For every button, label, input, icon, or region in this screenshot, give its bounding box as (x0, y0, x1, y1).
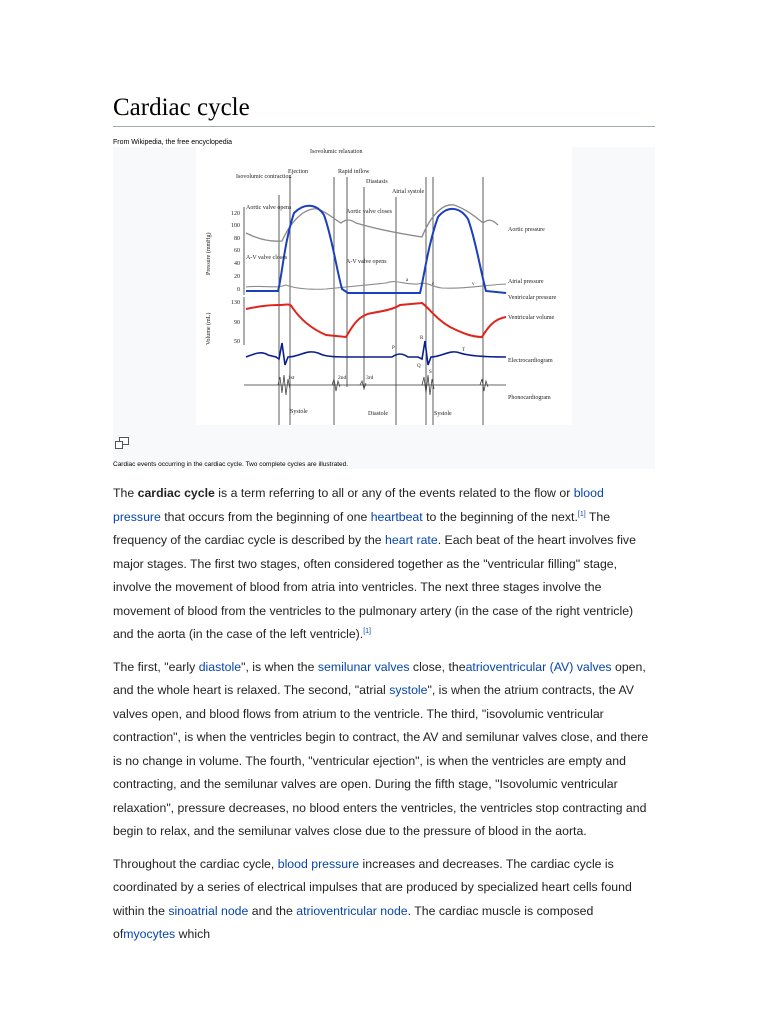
label-av-valve-closes: A-V valve closes (246, 255, 288, 261)
label-diastasis: Diastasis (366, 179, 388, 185)
link-semilunar-valves[interactable]: semilunar valves (317, 659, 410, 674)
label-aortic-pressure: Aortic pressure (508, 227, 545, 233)
page-title: Cardiac cycle (113, 94, 655, 127)
wave-s: S (429, 370, 432, 375)
tick-label: 60 (234, 248, 240, 254)
label-ventricular-volume: Ventricular volume (508, 315, 555, 321)
label-diastole: Diastole (368, 411, 388, 417)
wave-a: a (406, 278, 409, 283)
link-myocytes[interactable]: myocytes (123, 927, 176, 941)
text: which (175, 927, 211, 941)
link-systole[interactable]: systole (389, 683, 428, 697)
text: and the (248, 903, 297, 918)
label-av-valve-opens: A-V valve opens (346, 259, 387, 265)
figure-thumbnail (113, 147, 655, 469)
pressure-axis-label: Pressure (mmHg) (206, 232, 212, 275)
pressure-ticks (231, 211, 240, 293)
text: . The cardiac muscle is composed of (113, 903, 594, 941)
text: increases and decreases. The cardiac cycle is coordinated by a series of electrical impulses that are produced by specialized heart cells found within the (113, 856, 632, 918)
wave-c: c (432, 282, 435, 287)
label-aortic-valve-closes: Aortic valve closes (346, 209, 392, 215)
wave-t: T (462, 348, 466, 353)
link-heartbeat[interactable]: heartbeat (370, 509, 423, 524)
paragraph (113, 482, 655, 647)
link-blood-pressure[interactable]: blood pressure (113, 486, 604, 524)
tick-label: 100 (231, 223, 240, 229)
link-blood-pressure[interactable]: blood pressure (277, 856, 360, 871)
link-av-valves[interactable]: atrioventricular (AV) valves (465, 659, 612, 674)
text: The frequency of the cardiac cycle is described by the (113, 509, 611, 547)
label-atrial-pressure: Atrial pressure (508, 279, 544, 285)
label-sound-1st: 1st (288, 375, 295, 381)
cardiac-cycle-diagram[interactable] (196, 147, 572, 425)
atrial-pressure-curve (246, 282, 506, 290)
citation-link[interactable]: [1] (363, 627, 371, 635)
link-diastole[interactable]: diastole (198, 659, 242, 674)
wave-p: P (392, 346, 395, 351)
label-systole: Systole (290, 409, 308, 415)
sound-labels (288, 375, 374, 381)
tick-label: 90 (234, 320, 240, 326)
bottom-phase-labels (290, 409, 452, 417)
tick-label: 20 (234, 274, 240, 280)
electrocardiogram-curve (246, 341, 506, 365)
tick-label: 120 (231, 211, 240, 217)
ventricular-volume-curve (246, 303, 506, 337)
curve-labels (508, 227, 556, 401)
link-heart-rate[interactable]: heart rate (385, 533, 438, 547)
label-systole: Systole (434, 411, 452, 417)
label-rapid-inflow: Rapid inflow (338, 169, 370, 175)
figure-caption: Cardiac events occurring in the cardiac cycle. Two complete cycles are illustrated. (113, 461, 349, 468)
paragraph (113, 853, 655, 947)
bold-term: cardiac cycle (137, 486, 215, 500)
volume-axis-label: Volume (mL) (206, 312, 212, 345)
label-electrocardiogram: Electrocardiogram (508, 358, 553, 364)
text: The first, "early (113, 659, 199, 674)
label-sound-3rd: 3rd (366, 375, 374, 381)
text: is a term referring to all or any of the events related to the flow or (214, 486, 574, 500)
text: ", is when the atrium contracts, the AV valves open, and blood flows from atrium to the ventricle. The third, "isovolumic ventricular contraction", is when the ventricles begin to contract, the AV and semilunar valves close, and there is no change in volume. The fourth, "ventricular ejection", is when the ventricles are empty and contracting, and the semilunar valves are open. During the fifth stage, "Isovolumic ventricular relaxation", pressure decreases, no blood enters the ventricles, the ventricles stop contracting and begin to relax, and the semilunar valves close due to the pressure of blood in the aorta. (113, 683, 649, 838)
label-ventricular-pressure: Ventricular pressure (508, 295, 557, 301)
tick-label: 130 (231, 300, 240, 306)
text: to the beginning of the next. (422, 509, 578, 524)
wave-r: R (420, 336, 424, 341)
link-sinoatrial-node[interactable]: sinoatrial node (168, 903, 249, 918)
tick-label: 50 (234, 339, 240, 345)
article-body (113, 482, 655, 956)
paragraph (113, 656, 655, 844)
ventricular-pressure-curve (246, 206, 506, 293)
label-sound-2nd: 2nd (338, 375, 347, 381)
tick-label: 0 (237, 287, 240, 293)
link-atrioventricular-node[interactable]: atrioventricular node (296, 903, 408, 918)
text: . Each beat of the heart involves five major stages. The first two stages, often considered together as the "ventricular filling" stage, involve the movement of blood from atria into ventricles. The next three stages involve the movement of blood from the ventricles to the pulmonary artery (in the case of the right ventricle) and the aorta (in the case of the left ventricle). (113, 533, 636, 641)
label-atrial-systole: Atrial systole (392, 189, 425, 195)
diagram-svg (196, 147, 572, 425)
volume-ticks (231, 300, 240, 345)
citation-link[interactable]: [1] (577, 510, 586, 518)
text: Throughout the cardiac cycle, (113, 856, 278, 871)
tick-label: 40 (234, 261, 240, 267)
text: that occurs from the beginning of one (160, 509, 371, 524)
wave-v: v (472, 282, 475, 287)
label-aortic-valve-opens: Aortic valve opens (246, 205, 292, 211)
label-phonocardiogram: Phonocardiogram (508, 395, 551, 401)
label-ejection: Ejection (288, 169, 308, 175)
text: close, the (409, 659, 466, 674)
tick-label: 80 (234, 236, 240, 242)
wave-q: Q (417, 364, 421, 369)
enlarge-icon[interactable] (115, 437, 129, 449)
text: ", is when the (241, 659, 318, 674)
label-isovolumic-contraction: Isovolumic contraction (236, 174, 292, 180)
label-isovolumic-relaxation: Isovolumic relaxation (310, 149, 363, 155)
text: The (113, 486, 138, 500)
text: open, and the whole heart is relaxed. The second, "atrial (113, 659, 646, 697)
tagline: From Wikipedia, the free encyclopedia (113, 139, 233, 146)
